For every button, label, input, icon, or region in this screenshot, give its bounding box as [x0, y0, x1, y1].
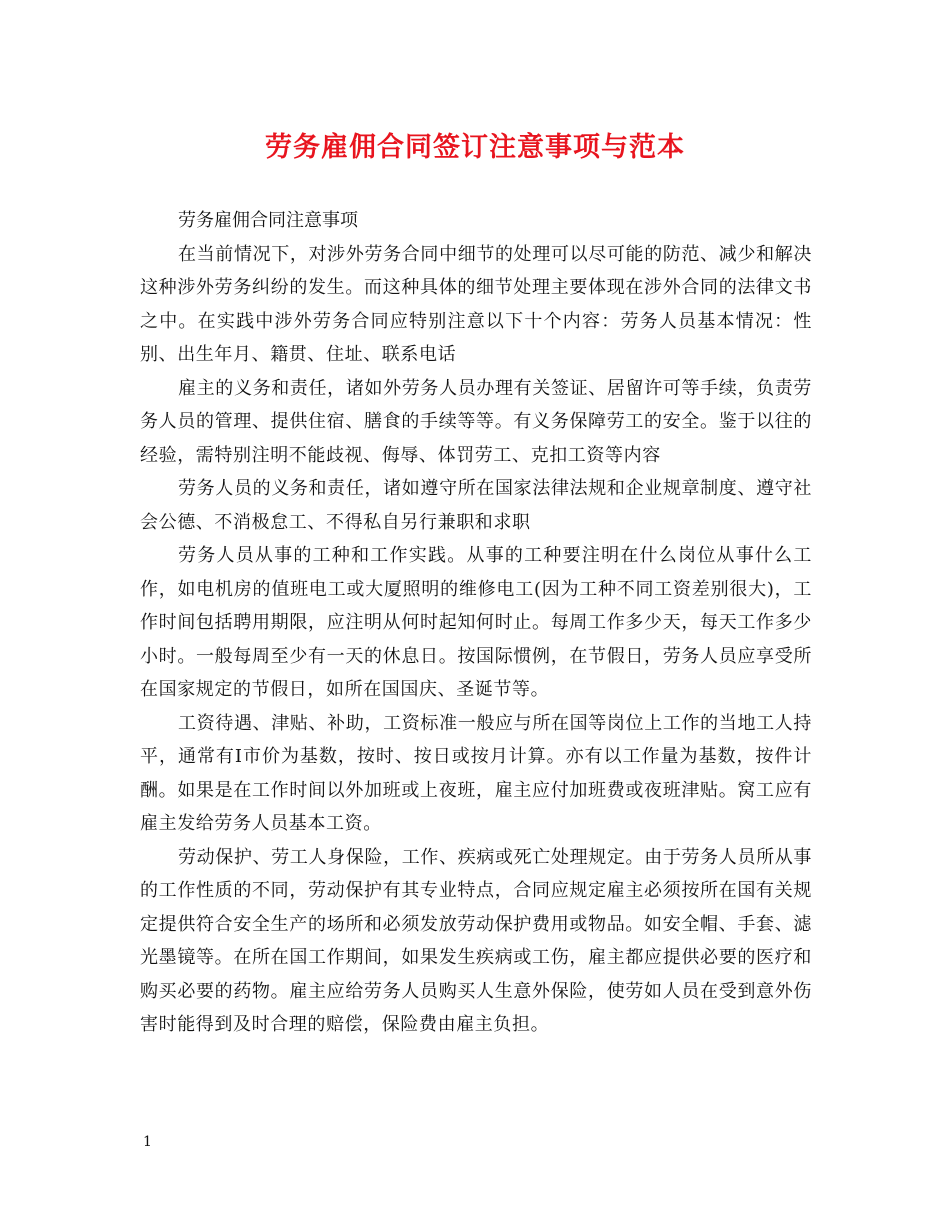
document-title: 劳务雇佣合同签订注意事项与范本 — [265, 132, 685, 163]
paragraph-labor-protection: 劳动保护、劳工人身保险，工作、疾病或死亡处理规定。由于劳务人员所从事的工作性质的不同，劳动保护有其专业特点，合同应规定雇主必须按所在国有关规定提供符合安全生产的场所和必须发放劳动保护费用或物品。如安全帽、手套、滤光墨镜等。在所在国工作期间，如果发生疾病或工伤，雇主都应提供必要的医疗和购买必要的药物。雇主应给劳务人员购买人生意外保险，使劳如人员在受到意外伤害时能得到及时合理的赔偿，保险费由雇主负担。 — [140, 846, 812, 1035]
paragraph-worker-duties: 劳务人员的义务和责任，诸如遵守所在国家法律法规和企业规章制度、遵守社会公德、不消极怠工、不得私自另行兼职和求职 — [140, 478, 812, 533]
section-heading: 劳务雇佣合同注意事项 — [178, 210, 358, 231]
paragraph-work-type: 劳务人员从事的工种和工作实践。从事的工种要注明在什么岗位从事什么工作，如电机房的值班电工或大厦照明的维修电工(因为工种不同工资差别很大)，工作时间包括聘用期限，应注明从何时起知何时止。每周工作多少天，每天工作多少小时。一般每周至少有一天的休息日。按国际惯例，在节假日，劳务人员应享受所在国家规定的节假日，如所在国国庆、圣诞节等。 — [140, 545, 812, 700]
paragraph-wages: 工资待遇、津贴、补助，工资标准一般应与所在国等岗位上工作的当地工人持平，通常有Ⅰ市价为基数，按时、按日或按月计算。亦有以工作量为基数，按件计酬。如果是在工作时间以外加班或上夜班，雇主应付加班费或夜班津贴。窝工应有雇主发给劳务人员基本工资。 — [140, 712, 812, 834]
paragraph-basic-info: 在当前情况下，对涉外劳务合同中细节的处理可以尽可能的防范、减少和解决这种涉外劳务纠纷的发生。而这种具体的细节处理主要体现在涉外合同的法律文书之中。在实践中涉外劳务合同应特别注意以下十个内容：劳务人员基本情况：性别、出生年月、籍贯、住址、联系电话 — [140, 243, 812, 365]
document-body — [140, 204, 812, 1042]
paragraph-employer-duties: 雇主的义务和责任，诸如外劳务人员办理有关签证、居留许可等手续，负责劳务人员的管理、提供住宿、膳食的手续等等。有义务保障劳工的安全。鉴于以往的经验，需特别注明不能歧视、侮辱、体罚劳工、克扣工资等内容 — [140, 377, 812, 466]
page-number: 1 — [143, 1134, 152, 1150]
